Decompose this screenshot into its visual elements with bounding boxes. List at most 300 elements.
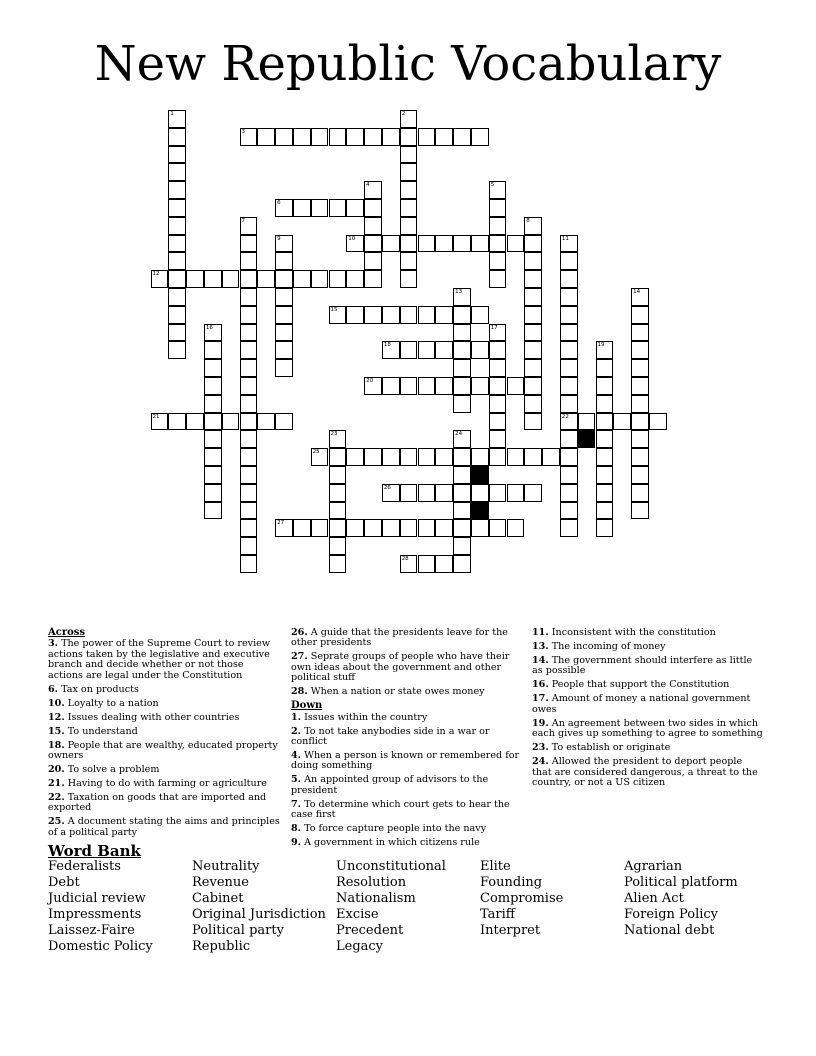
crossword-cell[interactable] [382,448,400,466]
crossword-cell[interactable] [400,181,418,199]
crossword-cell[interactable] [240,395,258,413]
crossword-cell[interactable] [489,252,507,270]
crossword-cell[interactable] [542,448,560,466]
crossword-cell[interactable] [204,484,222,502]
crossword-cell[interactable] [204,430,222,448]
crossword-cell[interactable] [453,341,471,359]
crossword-cell[interactable] [329,484,347,502]
crossword-cell[interactable] [168,252,186,270]
crossword-cell[interactable] [400,217,418,235]
crossword-cell[interactable] [524,235,542,253]
crossword-cell[interactable] [257,128,275,146]
crossword-cell[interactable] [418,555,436,573]
crossword-cell[interactable] [631,324,649,342]
crossword-cell[interactable] [471,235,489,253]
crossword-cell[interactable] [311,448,329,466]
crossword-cell[interactable] [364,377,382,395]
crossword-cell[interactable] [453,359,471,377]
crossword-cell[interactable] [275,128,293,146]
crossword-cell[interactable] [168,413,186,431]
crossword-cell[interactable] [364,199,382,217]
clue [532,642,764,652]
crossword-cell[interactable] [524,306,542,324]
crossword-cell[interactable] [257,413,275,431]
crossword-cell[interactable] [489,217,507,235]
crossword-cell[interactable] [329,306,347,324]
crossword-cell[interactable] [453,502,471,520]
crossword-cell[interactable] [596,413,614,431]
clue-number: 9. [291,837,302,849]
crossword-cell[interactable] [507,235,525,253]
crossword-cell[interactable] [151,270,169,288]
crossword-cell[interactable] [560,377,578,395]
crossword-cell[interactable] [240,430,258,448]
crossword-cell[interactable] [560,413,578,431]
crossword-cell[interactable] [560,484,578,502]
crossword-cell[interactable] [186,270,204,288]
crossword-cell[interactable] [435,128,453,146]
crossword-cell[interactable] [489,341,507,359]
crossword-cell[interactable] [311,199,329,217]
crossword-cell[interactable] [596,377,614,395]
crossword-cell[interactable] [382,519,400,537]
crossword-cell[interactable] [400,519,418,537]
crossword-cell[interactable] [507,448,525,466]
crossword-cell[interactable] [240,502,258,520]
crossword-cell[interactable] [168,306,186,324]
crossword-cell[interactable] [293,128,311,146]
crossword-cell[interactable] [364,306,382,324]
crossword-cell[interactable] [240,252,258,270]
crossword-cell[interactable] [560,502,578,520]
crossword-cell[interactable] [204,359,222,377]
crossword-cell[interactable] [418,128,436,146]
crossword-cell[interactable] [240,537,258,555]
crossword-cell[interactable] [524,270,542,288]
clue-heading: Across [48,627,86,638]
crossword-cell[interactable] [329,537,347,555]
crossword-cell[interactable] [649,413,667,431]
crossword-cell[interactable] [418,484,436,502]
crossword-cell[interactable] [596,502,614,520]
crossword-cell[interactable] [168,146,186,164]
crossword-cell[interactable] [489,484,507,502]
crossword-cell[interactable] [489,377,507,395]
clue [532,757,764,788]
word-bank-word: Founding [480,875,543,890]
crossword-cell[interactable] [560,235,578,253]
crossword-cell[interactable] [240,359,258,377]
clue [532,656,764,677]
crossword-cell[interactable] [524,217,542,235]
crossword-cell[interactable] [435,341,453,359]
crossword-cell[interactable] [400,484,418,502]
crossword-cell[interactable] [275,306,293,324]
crossword-cell[interactable] [346,519,364,537]
clue-number: 26. [291,627,308,638]
crossword-cell[interactable] [275,252,293,270]
crossword-cell[interactable] [329,555,347,573]
crossword-cell[interactable] [489,270,507,288]
crossword-cell[interactable] [204,270,222,288]
clue [291,727,523,748]
crossword-cell[interactable] [435,519,453,537]
crossword-cell[interactable] [453,377,471,395]
crossword-cell[interactable] [204,502,222,520]
crossword-cell[interactable] [471,306,489,324]
crossword-cell[interactable] [596,519,614,537]
crossword-cell[interactable] [168,163,186,181]
crossword-cell[interactable] [364,217,382,235]
crossword-cell[interactable] [453,395,471,413]
crossword-cell[interactable] [560,288,578,306]
crossword-cell[interactable] [489,181,507,199]
crossword-cell[interactable] [631,288,649,306]
word-bank-word: Interpret [480,923,541,938]
crossword-cell[interactable] [382,128,400,146]
crossword-cell[interactable] [631,395,649,413]
crossword-cell[interactable] [560,466,578,484]
crossword-cell[interactable] [311,519,329,537]
crossword-cell[interactable] [596,341,614,359]
crossword-cell[interactable] [631,448,649,466]
crossword-cell[interactable] [596,484,614,502]
crossword-cell[interactable] [613,413,631,431]
clue [532,743,764,753]
crossword-cell[interactable] [151,413,169,431]
crossword-cell[interactable] [240,270,258,288]
crossword-cell[interactable] [275,199,293,217]
crossword-cell[interactable] [329,199,347,217]
crossword-cell[interactable] [418,235,436,253]
crossword-cell[interactable] [631,430,649,448]
clue-number: 9 [277,235,281,242]
crossword-cell[interactable] [489,235,507,253]
crossword-cell[interactable] [204,466,222,484]
crossword-cell[interactable] [400,163,418,181]
clue-number: 19 [597,342,605,349]
crossword-cell[interactable] [329,270,347,288]
crossword-cell[interactable] [435,306,453,324]
crossword-cell[interactable] [346,235,364,253]
crossword-cell[interactable] [329,128,347,146]
word-bank-word: National debt [624,923,715,938]
clue-number: 25 [312,449,320,456]
clue-number: 5 [490,182,495,189]
clue-number: 27. [291,651,308,663]
crossword-cell[interactable] [275,288,293,306]
crossword-cell[interactable] [346,199,364,217]
crossword-cell[interactable] [453,466,471,484]
crossword-cell[interactable] [400,341,418,359]
crossword-cell[interactable] [364,448,382,466]
crossword-cell[interactable] [222,270,240,288]
crossword-cell[interactable] [400,235,418,253]
crossword-cell[interactable] [204,377,222,395]
crossword-cell[interactable] [240,466,258,484]
crossword-cell[interactable] [222,413,240,431]
crossword-cell[interactable] [382,484,400,502]
crossword-cell[interactable] [560,448,578,466]
clue-number: 24 [455,431,463,438]
crossword-cell[interactable] [275,270,293,288]
clues-column-3 [532,628,764,792]
crossword-cell[interactable] [631,341,649,359]
clue-text: Inconsistent with the constitution [551,627,716,638]
crossword-cell[interactable] [489,395,507,413]
word-bank-word: Agrarian [624,859,683,874]
crossword-cell[interactable] [524,395,542,413]
crossword-cell[interactable] [418,341,436,359]
crossword-cell[interactable] [329,466,347,484]
crossword-cell[interactable] [293,199,311,217]
crossword-cell[interactable] [364,128,382,146]
clue-number: 8 [526,217,530,224]
crossword-cell[interactable] [471,128,489,146]
crossword-cell[interactable] [560,395,578,413]
crossword-cell[interactable] [489,430,507,448]
crossword-cell[interactable] [471,448,489,466]
crossword-cell[interactable] [418,448,436,466]
crossword-cell[interactable] [631,306,649,324]
crossword-cell[interactable] [329,430,347,448]
crossword-cell[interactable] [364,252,382,270]
crossword-cell[interactable] [631,413,649,431]
crossword-cell[interactable] [453,519,471,537]
crossword-cell[interactable] [596,466,614,484]
crossword-cell[interactable] [435,448,453,466]
crossword-cell[interactable] [631,502,649,520]
crossword-cell[interactable] [453,235,471,253]
crossword-cell[interactable] [168,217,186,235]
clue [291,652,523,683]
crossword-cell[interactable] [471,519,489,537]
crossword-cell[interactable] [524,377,542,395]
crossword-cell[interactable] [524,448,542,466]
crossword-cell[interactable] [435,235,453,253]
crossword-cell[interactable] [453,555,471,573]
clue-number: 14 [633,289,641,295]
crossword-cell[interactable] [240,448,258,466]
crossword-cell[interactable] [471,484,489,502]
crossword-cell[interactable] [400,270,418,288]
crossword-cell[interactable] [400,199,418,217]
crossword-cell[interactable] [240,413,258,431]
crossword-cell[interactable] [453,448,471,466]
crossword-cell[interactable] [631,466,649,484]
clue-heading: Down [291,700,323,712]
crossword-cell[interactable] [489,199,507,217]
crossword-cell[interactable] [524,341,542,359]
crossword-cell[interactable] [435,555,453,573]
crossword-cell[interactable] [346,270,364,288]
crossword-cell[interactable] [204,448,222,466]
crossword-cell[interactable] [507,519,525,537]
crossword-cell[interactable] [631,484,649,502]
crossword-cell[interactable] [524,484,542,502]
crossword-cell[interactable] [631,377,649,395]
crossword-cell[interactable] [204,324,222,342]
crossword-cell[interactable] [560,324,578,342]
crossword-cell[interactable] [275,341,293,359]
crossword-cell[interactable] [364,270,382,288]
page-title: New Republic Vocabulary [94,36,722,92]
crossword-cell[interactable] [311,270,329,288]
clue-number: 2 [401,111,406,117]
crossword-cell[interactable] [524,252,542,270]
crossword-cell[interactable] [453,537,471,555]
clue-text: People that are wealthy, educated property owners [48,739,278,762]
crossword-cell[interactable] [364,519,382,537]
crossword-cell[interactable] [240,484,258,502]
clue [291,800,523,821]
crossword-cell[interactable] [168,181,186,199]
crossword-cell[interactable] [453,430,471,448]
crossword-cell[interactable] [204,341,222,359]
crossword-cell[interactable] [293,519,311,537]
clue [291,687,523,697]
crossword-cell[interactable] [382,235,400,253]
crossword-cell[interactable] [168,235,186,253]
crossword-cell[interactable] [489,448,507,466]
crossword-cell[interactable] [418,519,436,537]
crossword-cell[interactable] [560,430,578,448]
crossword-cell[interactable] [418,377,436,395]
crossword-cell[interactable] [382,377,400,395]
crossword-cell[interactable] [168,199,186,217]
crossword-cell[interactable] [400,377,418,395]
crossword-cell[interactable] [453,306,471,324]
crossword-cell[interactable] [257,270,275,288]
crossword-cell[interactable] [240,324,258,342]
clue [48,741,280,762]
crossword-cell[interactable] [186,413,204,431]
crossword-cell[interactable] [453,128,471,146]
crossword-cell[interactable] [240,555,258,573]
clue [48,639,280,681]
crossword-cell[interactable] [489,519,507,537]
crossword-cell[interactable] [346,306,364,324]
crossword-cell[interactable] [524,413,542,431]
crossword-cell[interactable] [400,448,418,466]
crossword-cell[interactable] [489,413,507,431]
clue-text: To solve a problem [67,764,160,776]
crossword-cell[interactable] [275,413,293,431]
crossword-cell[interactable] [168,110,186,128]
crossword-cell[interactable] [275,359,293,377]
crossword-cell[interactable] [168,128,186,146]
clue-number: 22 [561,413,569,420]
crossword-cell[interactable] [240,377,258,395]
crossword-cell[interactable] [560,359,578,377]
crossword-cell[interactable] [560,270,578,288]
crossword-cell[interactable] [311,128,329,146]
crossword-cell[interactable] [507,377,525,395]
crossword-cell[interactable] [524,324,542,342]
crossword-cell[interactable] [240,341,258,359]
crossword-cell[interactable] [240,235,258,253]
crossword-cell[interactable] [364,181,382,199]
crossword-cell[interactable] [400,110,418,128]
crossword-cell[interactable] [293,270,311,288]
crossword-cell[interactable] [471,341,489,359]
crossword-cell[interactable] [578,413,596,431]
crossword-cell[interactable] [346,128,364,146]
crossword-cell[interactable] [453,484,471,502]
crossword-cell[interactable] [204,395,222,413]
clue-number: 13. [532,641,549,652]
clue-number: 23. [532,742,549,754]
crossword-cell[interactable] [596,448,614,466]
crossword-cell[interactable] [168,324,186,342]
crossword-cell[interactable] [453,288,471,306]
clue-number: 17. [532,693,549,705]
crossword-cell[interactable] [329,502,347,520]
clue-number: 21 [152,413,160,420]
crossword-cell[interactable] [240,519,258,537]
crossword-cell[interactable] [524,288,542,306]
crossword-cell[interactable] [329,448,347,466]
crossword-cell[interactable] [382,341,400,359]
crossword-cell[interactable] [596,359,614,377]
crossword-cell[interactable] [489,324,507,342]
crossword-cell[interactable] [240,306,258,324]
crossword-cell[interactable] [364,235,382,253]
crossword-cell[interactable] [435,484,453,502]
crossword-cell[interactable] [168,288,186,306]
crossword-cell[interactable] [275,519,293,537]
crossword-cell[interactable] [631,359,649,377]
crossword-cell[interactable] [560,306,578,324]
crossword-cell[interactable] [240,128,258,146]
crossword-cell[interactable] [524,359,542,377]
crossword-cell[interactable] [400,555,418,573]
clue-number: 21. [48,778,65,790]
clue [48,793,280,814]
crossword-cell[interactable] [453,324,471,342]
crossword-cell[interactable] [418,306,436,324]
crossword-cell[interactable] [168,270,186,288]
crossword-cell[interactable] [400,146,418,164]
clue [48,699,280,709]
crossword-cell[interactable] [240,288,258,306]
crossword-cell[interactable] [560,341,578,359]
crossword-cell[interactable] [400,128,418,146]
crossword-cell[interactable] [560,519,578,537]
crossword-cell[interactable] [275,324,293,342]
crossword-cell[interactable] [168,341,186,359]
crossword-cell[interactable] [275,235,293,253]
crossword-cell[interactable] [382,306,400,324]
crossword-cell[interactable] [400,306,418,324]
crossword-cell[interactable] [435,377,453,395]
crossword-cell[interactable] [596,430,614,448]
clue-number: 17 [490,324,498,331]
crossword-cell[interactable] [204,413,222,431]
crossword-cell[interactable] [596,395,614,413]
crossword-cell[interactable] [471,377,489,395]
word-bank-word: Elite [480,859,511,874]
crossword-cell[interactable] [489,359,507,377]
clues-column-1 [48,628,280,842]
crossword-cell[interactable] [400,252,418,270]
crossword-cell[interactable] [329,519,347,537]
clue-number: 14. [532,655,549,666]
crossword-cell[interactable] [560,252,578,270]
crossword-cell[interactable] [507,484,525,502]
crossword-cell[interactable] [240,217,258,235]
crossword-cell[interactable] [346,448,364,466]
